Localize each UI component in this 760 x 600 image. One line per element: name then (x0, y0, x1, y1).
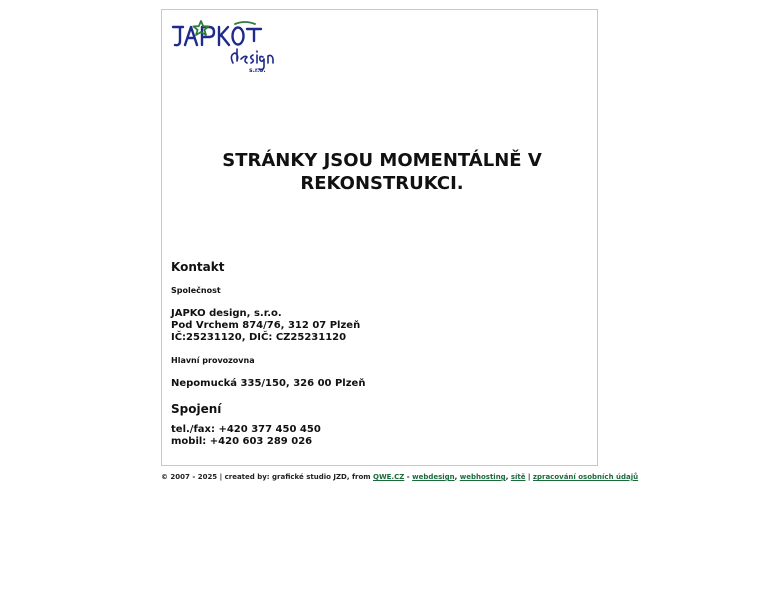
office-street: Nepomucká 335/150, 326 00 Plzeň (171, 378, 366, 389)
company-ids: IČ:25231120, DIČ: CZ25231120 (171, 332, 347, 343)
footer-sep: , (454, 473, 460, 481)
japko-logo[interactable] (171, 19, 277, 73)
company-label: Společnost (171, 286, 221, 295)
page-frame (161, 9, 598, 466)
contact-title: Kontakt (171, 260, 225, 274)
footer-sep: - (404, 473, 413, 481)
webhosting-link[interactable]: webhosting (459, 473, 506, 481)
privacy-link[interactable]: zpracování osobních údajů (532, 473, 639, 481)
qwe-link[interactable]: QWE.CZ (373, 473, 405, 481)
svg-text:s.r.o.: s.r.o. (249, 67, 266, 73)
connection-details (171, 424, 571, 448)
footer-sep: , (505, 473, 511, 481)
office-label: Hlavní provozovna (171, 356, 255, 365)
company-name: JAPKO design, s.r.o. (171, 308, 282, 319)
contact-section (171, 260, 571, 460)
company-street: Pod Vrchem 874/76, 312 07 Plzeň (171, 320, 361, 331)
mobile-phone: mobil: +420 603 289 026 (171, 436, 313, 447)
footer-sep: | (525, 473, 533, 481)
page-headline: STRÁNKY JSOU MOMENTÁLNĚ V REKONSTRUKCI. (222, 150, 542, 194)
site-link[interactable]: sítě (510, 473, 526, 481)
footer (161, 473, 639, 481)
webdesign-link[interactable]: webdesign (412, 473, 455, 481)
connection-title: Spojení (171, 402, 222, 416)
office-address (171, 378, 571, 390)
japko-logo-graphic (171, 19, 277, 73)
phone-fax: tel./fax: +420 377 450 450 (171, 424, 321, 435)
company-address (171, 308, 571, 344)
footer-prefix: © 2007 - 2025 | created by: grafické studio JZD, from (161, 473, 373, 481)
